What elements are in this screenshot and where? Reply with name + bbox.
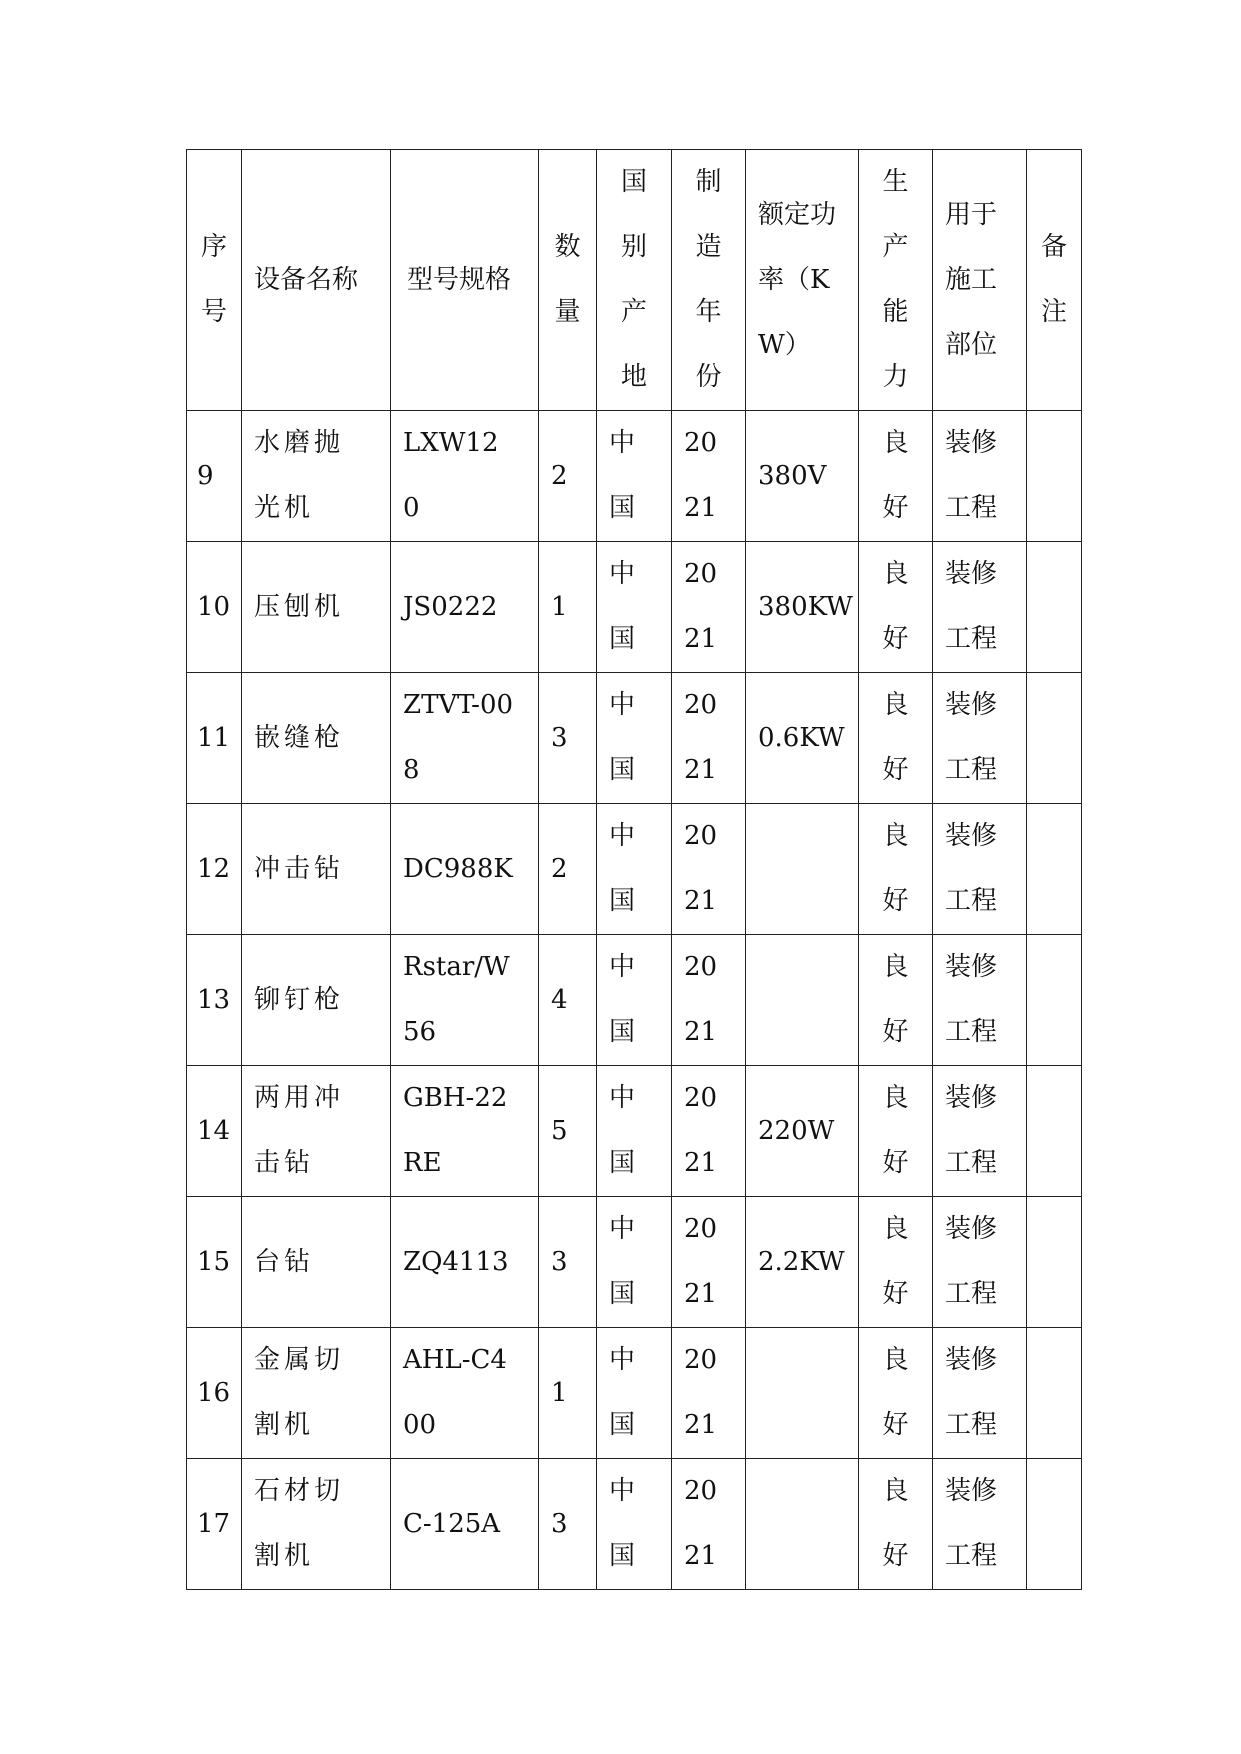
cell-no-text: 17 [197,1508,231,1539]
cell-part [933,1328,1027,1459]
cell-part-text: 装修工程 [945,952,998,1047]
cell-model-text: DC988K [403,853,513,884]
table-row [187,1066,1082,1197]
cell-origin [597,1066,672,1197]
cell-year [672,542,746,673]
table-header-row [187,150,1082,411]
header-no: 序号 [200,232,227,327]
header-cell-power [746,150,859,411]
cell-origin [597,1197,672,1328]
cell-name-text: 两用冲击钻 [254,1083,345,1178]
cell-qty-text: 3 [551,722,568,753]
header-cell-part [933,150,1027,411]
cell-power [746,542,859,673]
header-power: 额定功率（KW） [758,199,837,360]
cell-origin-text: 中国 [609,1345,636,1440]
header-cell-remark [1027,150,1082,411]
header-cell-no [187,150,242,411]
header-capacity: 生产能力 [882,167,909,392]
cell-power [746,1459,859,1590]
cell-no [187,804,242,935]
header-cell-name [242,150,391,411]
cell-model [391,1459,539,1590]
cell-no-text: 16 [197,1377,231,1408]
cell-name-text: 嵌缝枪 [254,722,345,753]
cell-no [187,935,242,1066]
cell-part-text: 装修工程 [945,1083,998,1178]
cell-name [242,411,391,542]
cell-qty [539,542,597,673]
cell-model-text: GBH-22RE [403,1083,508,1178]
table-row [187,542,1082,673]
cell-model [391,673,539,804]
cell-qty-text: 2 [551,460,568,491]
cell-remark [1027,411,1082,542]
cell-origin-text: 中国 [609,428,636,523]
cell-year-text: 2021 [684,1214,718,1309]
cell-model [391,1328,539,1459]
cell-qty-text: 5 [551,1115,568,1146]
cell-part-text: 装修工程 [945,1214,998,1309]
cell-qty-text: 4 [551,984,568,1015]
cell-no-text: 15 [197,1246,231,1277]
cell-model-text: JS0222 [403,591,498,622]
cell-capacity-text: 良好 [882,690,909,785]
cell-part-text: 装修工程 [945,559,998,654]
cell-power [746,1066,859,1197]
cell-year [672,1459,746,1590]
cell-part-text: 装修工程 [945,1476,998,1571]
equipment-table [186,149,1082,1590]
cell-year-text: 2021 [684,821,718,916]
cell-no-text: 13 [197,984,231,1015]
cell-year [672,673,746,804]
cell-capacity [859,1459,933,1590]
cell-name [242,1197,391,1328]
cell-no-text: 14 [197,1115,231,1146]
cell-qty [539,1066,597,1197]
header-remark: 备注 [1040,232,1067,327]
cell-model [391,935,539,1066]
cell-origin [597,411,672,542]
cell-name-text: 台钻 [254,1246,315,1277]
cell-year [672,1066,746,1197]
cell-qty [539,935,597,1066]
cell-remark [1027,1066,1082,1197]
cell-qty-text: 2 [551,853,568,884]
cell-capacity [859,411,933,542]
header-cell-year [672,150,746,411]
cell-name [242,1328,391,1459]
cell-part [933,1066,1027,1197]
cell-part [933,673,1027,804]
cell-capacity-text: 良好 [882,428,909,523]
cell-no [187,1459,242,1590]
cell-model-text: ZQ4113 [403,1246,509,1277]
cell-remark [1027,804,1082,935]
cell-model [391,411,539,542]
cell-no [187,1066,242,1197]
cell-power-text: 2.2KW [758,1246,845,1277]
table-row [187,804,1082,935]
cell-name-text: 铆钉枪 [254,984,345,1015]
cell-capacity-text: 良好 [882,1476,909,1571]
cell-model [391,804,539,935]
cell-part [933,935,1027,1066]
cell-capacity-text: 良好 [882,1345,909,1440]
table-row [187,1328,1082,1459]
cell-part-text: 装修工程 [945,690,998,785]
cell-capacity-text: 良好 [882,821,909,916]
cell-origin [597,804,672,935]
cell-capacity [859,1328,933,1459]
cell-capacity [859,935,933,1066]
cell-remark [1027,1328,1082,1459]
cell-origin-text: 中国 [609,1083,636,1178]
cell-qty-text: 1 [551,591,568,622]
cell-capacity-text: 良好 [882,559,909,654]
cell-model [391,1066,539,1197]
cell-no [187,673,242,804]
header-cell-qty [539,150,597,411]
cell-power [746,1197,859,1328]
table-row [187,411,1082,542]
header-cell-capacity [859,150,933,411]
header-cell-origin [597,150,672,411]
cell-capacity [859,1197,933,1328]
cell-remark [1027,935,1082,1066]
cell-no [187,1328,242,1459]
cell-part-text: 装修工程 [945,428,998,523]
cell-year-text: 2021 [684,428,718,523]
equipment-table-body [187,150,1082,1590]
cell-year [672,1328,746,1459]
cell-year [672,411,746,542]
cell-remark [1027,1197,1082,1328]
cell-origin [597,1459,672,1590]
cell-part [933,1459,1027,1590]
header-origin: 国别产地 [620,167,647,392]
cell-year-text: 2021 [684,1476,718,1571]
cell-name [242,804,391,935]
cell-no [187,1197,242,1328]
cell-year-text: 2021 [684,1345,718,1440]
cell-qty [539,804,597,935]
cell-remark [1027,673,1082,804]
cell-capacity-text: 良好 [882,1083,909,1178]
cell-year [672,935,746,1066]
cell-name-text: 压刨机 [254,591,345,622]
header-model: 型号规格 [407,264,512,295]
cell-remark [1027,1459,1082,1590]
cell-part [933,542,1027,673]
cell-power [746,935,859,1066]
cell-origin-text: 中国 [609,952,636,1047]
cell-year-text: 2021 [684,559,718,654]
cell-no [187,411,242,542]
cell-qty [539,1328,597,1459]
cell-capacity-text: 良好 [882,952,909,1047]
cell-qty [539,1197,597,1328]
cell-capacity [859,1066,933,1197]
cell-part-text: 装修工程 [945,821,998,916]
cell-part-text: 装修工程 [945,1345,998,1440]
cell-power-text: 220W [758,1115,835,1146]
cell-origin [597,935,672,1066]
header-year: 制造年份 [695,167,722,392]
cell-qty [539,1459,597,1590]
cell-capacity-text: 良好 [882,1214,909,1309]
cell-no-text: 10 [197,591,231,622]
cell-capacity [859,673,933,804]
cell-qty-text: 3 [551,1246,568,1277]
cell-power [746,804,859,935]
cell-qty-text: 1 [551,1377,568,1408]
cell-name [242,1066,391,1197]
cell-model-text: AHL-C400 [403,1345,507,1440]
cell-no [187,542,242,673]
cell-name-text: 石材切割机 [254,1476,345,1571]
cell-year-text: 2021 [684,952,718,1047]
cell-year [672,1197,746,1328]
cell-power [746,411,859,542]
table-row [187,1459,1082,1590]
header-qty: 数量 [554,232,581,327]
header-name: 设备名称 [254,264,359,295]
cell-origin [597,673,672,804]
cell-name [242,1459,391,1590]
cell-year-text: 2021 [684,1083,718,1178]
cell-origin-text: 中国 [609,1476,636,1571]
cell-capacity [859,804,933,935]
header-cell-model [391,150,539,411]
cell-qty [539,673,597,804]
cell-power [746,673,859,804]
cell-qty-text: 3 [551,1508,568,1539]
cell-model-text: ZTVT-008 [403,690,514,785]
table-row [187,1197,1082,1328]
cell-name-text: 金属切割机 [254,1345,345,1440]
cell-capacity [859,542,933,673]
cell-part [933,411,1027,542]
cell-origin-text: 中国 [609,1214,636,1309]
cell-no-text: 9 [197,460,214,491]
cell-origin-text: 中国 [609,559,636,654]
cell-name [242,542,391,673]
cell-model-text: LXW120 [403,428,499,523]
cell-remark [1027,542,1082,673]
cell-part [933,1197,1027,1328]
cell-model-text: C-125A [403,1508,501,1539]
cell-power-text: 380KW [758,591,853,622]
cell-qty [539,411,597,542]
cell-name [242,673,391,804]
cell-year-text: 2021 [684,690,718,785]
cell-model [391,542,539,673]
cell-power-text: 0.6KW [758,722,845,753]
cell-year [672,804,746,935]
cell-model [391,1197,539,1328]
cell-no-text: 12 [197,853,231,884]
cell-model-text: Rstar/W56 [403,952,510,1047]
cell-origin-text: 中国 [609,690,636,785]
cell-origin [597,542,672,673]
table-row [187,673,1082,804]
cell-no-text: 11 [197,722,231,753]
table-row [187,935,1082,1066]
cell-name [242,935,391,1066]
cell-power [746,1328,859,1459]
cell-origin [597,1328,672,1459]
header-part: 用于施工部位 [945,199,998,360]
cell-origin-text: 中国 [609,821,636,916]
cell-power-text: 380V [758,460,827,491]
cell-part [933,804,1027,935]
cell-name-text: 水磨抛光机 [254,428,345,523]
cell-name-text: 冲击钻 [254,853,345,884]
